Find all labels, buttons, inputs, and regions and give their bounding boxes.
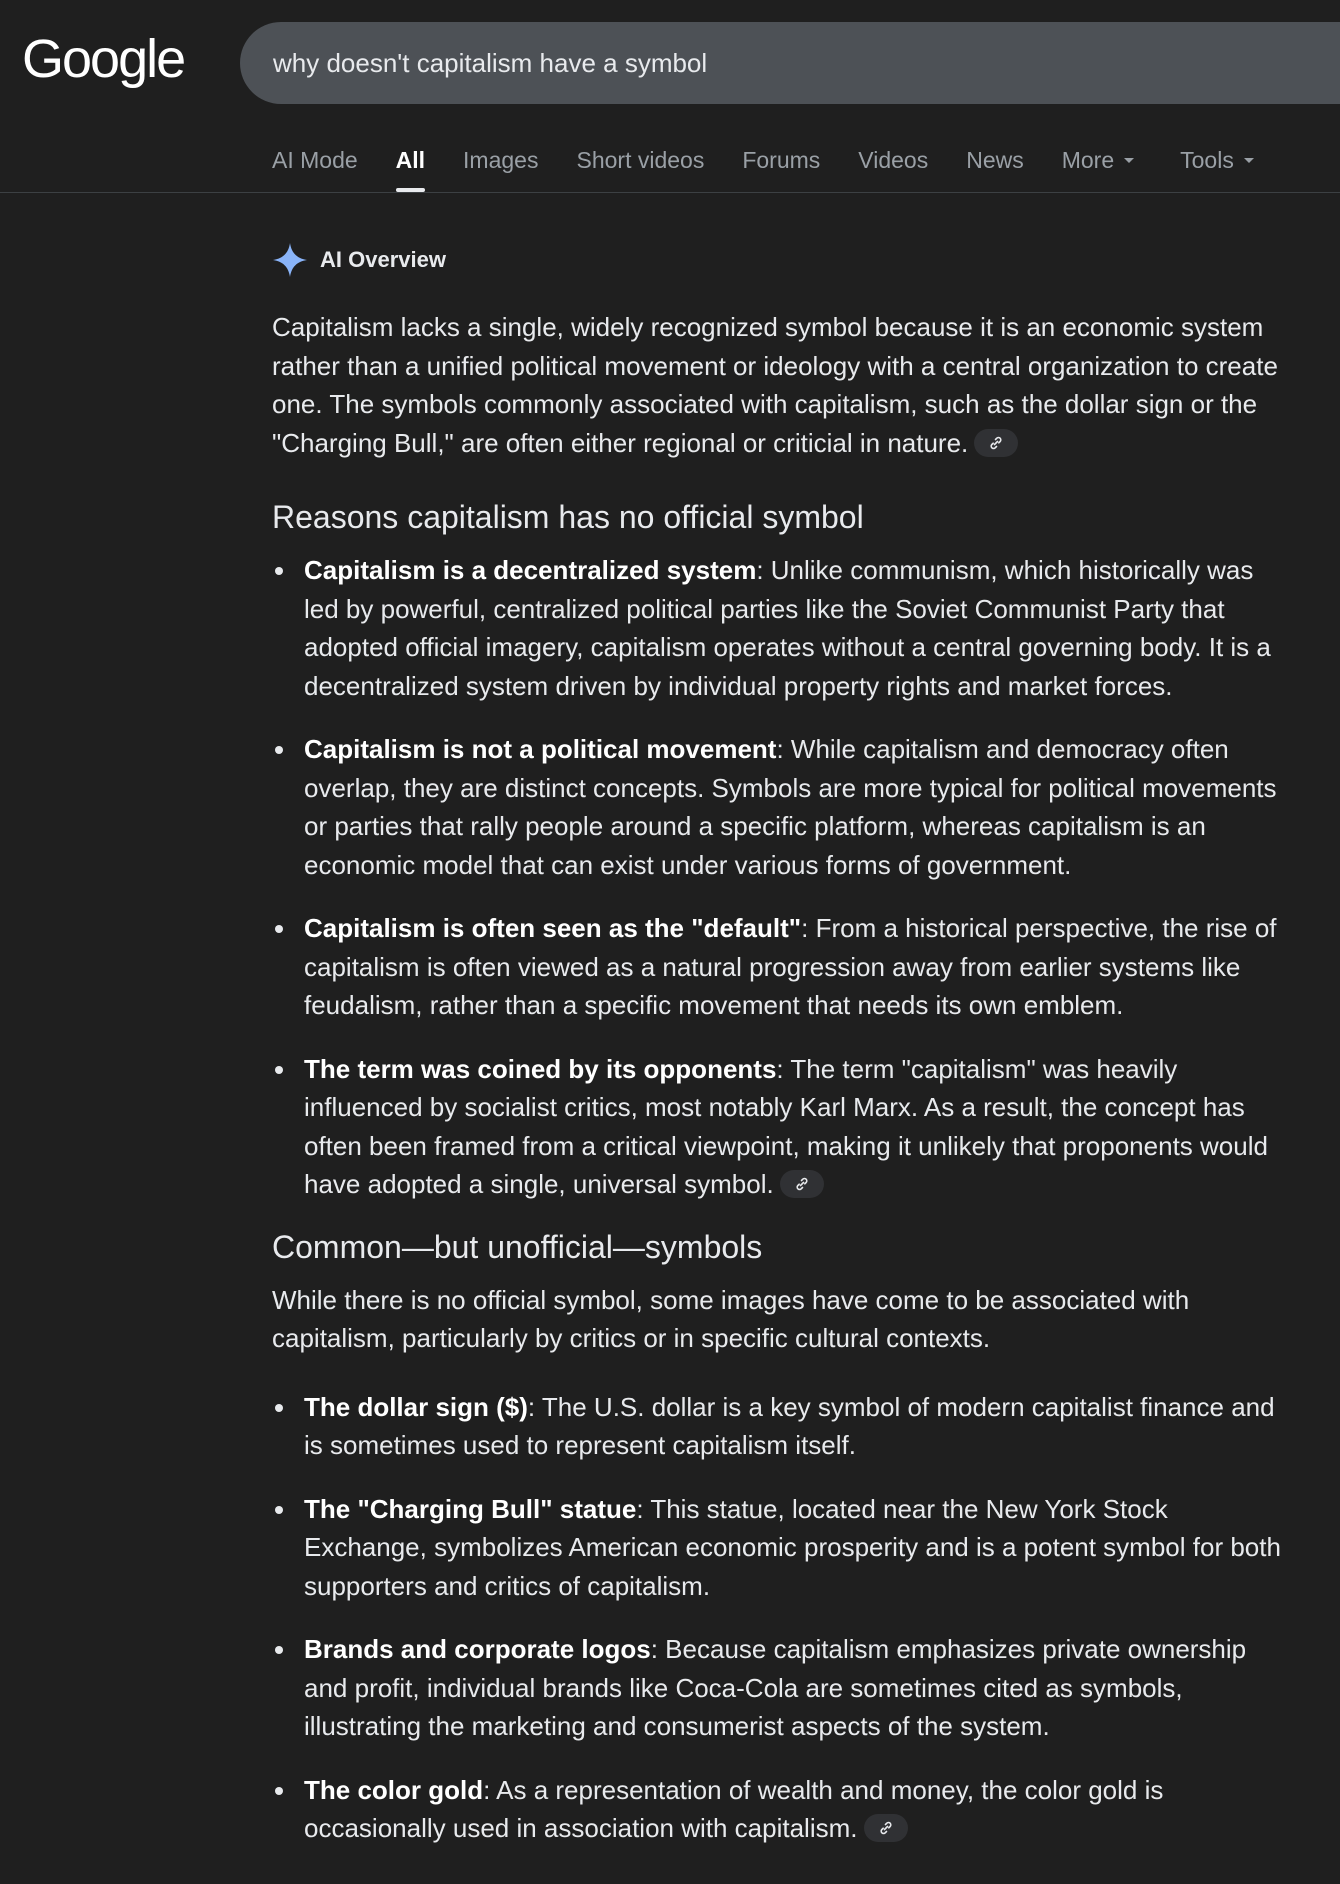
tab-tools[interactable] — [1180, 140, 1254, 180]
source-link-chip[interactable] — [974, 429, 1018, 457]
item-text: : Because capitalism emphasizes private ownership and profit, individual brands like Coca-Cola are sometimes cited as symbols, illustrating the marketing and consumerist aspects of the system. — [304, 1634, 1247, 1741]
item-bold: The "Charging Bull" statue — [304, 1493, 637, 1524]
tab-images[interactable] — [463, 140, 538, 180]
tab-ai-mode[interactable] — [272, 140, 358, 180]
list-item — [272, 730, 1282, 884]
symbols-list — [272, 1388, 1282, 1848]
item-bold: Brands and corporate logos — [304, 1634, 651, 1664]
tab-more[interactable] — [1062, 140, 1134, 180]
ai-overview-title: AI Overview — [320, 247, 446, 272]
search-tabs — [272, 140, 1292, 180]
caret-down-icon — [1124, 158, 1134, 163]
tab-label: News — [966, 146, 1024, 173]
item-text: : The term "capitalism" was heavily influenced by socialist critics, most notably Karl Marx. As a result, the concept has often been framed from a critical viewpoint, making it unlikely that proponents would have adopted a single, universal symbol. — [304, 1053, 1268, 1199]
header — [0, 0, 1340, 193]
list-item — [272, 1771, 1282, 1848]
source-link-chip[interactable] — [864, 1814, 908, 1842]
section-intro: While there is no official symbol, some images have come to be associated with capitalism, particularly by critics or in specific cultural contexts. — [272, 1284, 1190, 1353]
caret-down-icon — [1244, 158, 1254, 163]
item-bold: The dollar sign ($) — [304, 1391, 528, 1422]
link-icon — [794, 1176, 810, 1192]
search-input[interactable] — [273, 48, 1340, 79]
item-text: : As a representation of wealth and money, the color gold is occasionally used in association with capitalism. — [304, 1774, 1164, 1843]
tab-label: More — [1061, 146, 1115, 173]
tab-label: Short videos — [576, 146, 705, 173]
list-item — [272, 909, 1282, 1025]
section-heading: Common—but unofficial—symbols — [272, 1228, 763, 1265]
item-bold: The color gold — [304, 1774, 484, 1805]
tab-all[interactable] — [396, 140, 425, 180]
item-bold: The term was coined by its opponents — [304, 1053, 777, 1084]
list-item — [272, 1050, 1282, 1204]
tab-videos[interactable] — [858, 140, 928, 180]
item-text: : From a historical perspective, the rise of capitalism is often viewed as a natural progression away from earlier systems like feudalism, rather than a specific movement that needs its own emblem. — [304, 913, 1277, 1020]
overview-intro — [272, 308, 1282, 462]
tab-label: Videos — [858, 146, 929, 173]
tab-short-videos[interactable] — [576, 140, 704, 180]
item-text: : The U.S. dollar is a key symbol of modern capitalist finance and is sometimes used to represent capitalism itself. — [304, 1391, 1275, 1460]
tab-forums[interactable] — [742, 140, 820, 180]
item-text: : This statue, located near the New York Stock Exchange, symbolizes American economic prosperity and is a potent symbol for both supporters and critics of capitalism. — [304, 1493, 1281, 1601]
tab-label: Forums — [742, 146, 821, 173]
section-heading: Reasons capitalism has no official symbol — [272, 499, 864, 535]
tab-label: AI Mode — [272, 146, 358, 173]
item-text: : While capitalism and democracy often overlap, they are distinct concepts. Symbols are more typical for political movements or parties that rally people around a specific platform, whereas capitalism is an economic model that can exist under various forms of government. — [304, 734, 1277, 880]
list-item — [272, 1630, 1282, 1746]
google-logo[interactable]: Google — [22, 29, 185, 89]
list-item — [272, 551, 1282, 705]
tab-label: Images — [463, 146, 539, 173]
tab-label: All — [395, 146, 426, 173]
item-bold: Capitalism is a decentralized system — [304, 555, 757, 585]
link-icon — [878, 1820, 894, 1836]
search-box[interactable] — [240, 22, 1340, 104]
tab-label: Tools — [1180, 146, 1234, 173]
link-icon — [988, 435, 1004, 451]
item-bold: Capitalism is often seen as the "default" — [304, 913, 802, 943]
reasons-list — [272, 551, 1282, 1204]
source-link-chip[interactable] — [780, 1170, 824, 1198]
item-text: : Unlike communism, which historically was led by powerful, centralized political parties like the Soviet Communist Party that adopted official imagery, capitalism operates without a central governing body. It is a decentralized system driven by individual property rights and market forces. — [304, 555, 1271, 701]
intro-text: Capitalism lacks a single, widely recognized symbol because it is an economic system rather than a unified political movement or ideology with a central organization to create one. The symbols commonly associated with capitalism, such as the dollar sign or the "Charging Bull," are often either regional or criticial in nature. — [272, 312, 1278, 458]
item-bold: Capitalism is not a political movement — [304, 734, 777, 764]
list-item — [272, 1388, 1282, 1465]
list-item — [272, 1490, 1282, 1606]
tab-news[interactable] — [966, 140, 1024, 180]
ai-overview-header — [272, 240, 1282, 280]
sparkle-icon — [272, 242, 308, 278]
ai-overview — [272, 240, 1282, 1873]
